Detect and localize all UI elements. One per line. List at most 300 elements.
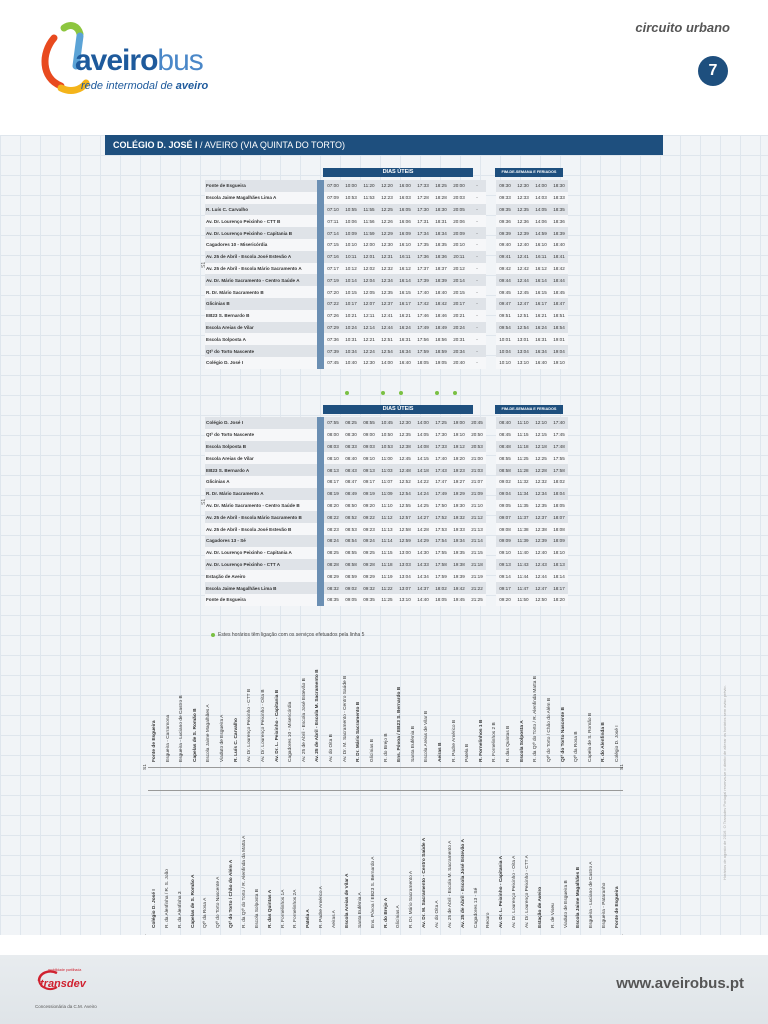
header bbox=[0, 0, 768, 135]
strip-stop: R. da Alenfinha / R. S. João bbox=[164, 869, 170, 928]
strip-stop: Esgueira - Luciano de Castro A bbox=[589, 861, 595, 928]
weekday-time: 16:40 bbox=[396, 357, 414, 369]
stop-name: Av. Dr. Lourenço Peixinho - Capitania A bbox=[205, 547, 317, 559]
weekday-time: 12:20 bbox=[378, 180, 396, 192]
weekend-time: 12:42 bbox=[514, 263, 532, 275]
weekday-time: 08:25 bbox=[342, 417, 360, 429]
weekday-time: 08:22 bbox=[324, 511, 342, 523]
weekday-time: - bbox=[468, 251, 486, 263]
weekday-time: 14:00 bbox=[378, 357, 396, 369]
column-gap bbox=[486, 251, 496, 263]
weekday-time: 21:15 bbox=[468, 547, 486, 559]
weekend-time: 18:47 bbox=[550, 298, 568, 310]
table-row bbox=[205, 310, 568, 322]
weekday-time: - bbox=[468, 286, 486, 298]
stop-name: Av. Dr. Mário Sacramento - Centro Saúde A bbox=[205, 274, 317, 286]
weekday-time: 19:35 bbox=[450, 547, 468, 559]
table-row bbox=[205, 535, 568, 547]
strip-stop: R. Fornelinhos 1 B bbox=[478, 719, 484, 762]
weekday-time: 17:35 bbox=[414, 239, 432, 251]
weekday-time: - bbox=[468, 227, 486, 239]
weekend-time: 12:47 bbox=[532, 582, 550, 594]
weekend-time: 12:15 bbox=[532, 429, 550, 441]
weekend-time: 09:09 bbox=[496, 535, 514, 547]
table-row bbox=[205, 180, 568, 192]
row-separator bbox=[317, 559, 324, 571]
weekend-time: 09:08 bbox=[496, 523, 514, 535]
weekday-time: 09:10 bbox=[360, 452, 378, 464]
weekday-time: - bbox=[468, 263, 486, 275]
weekday-time: 09:29 bbox=[360, 570, 378, 582]
weekend-time: 16:15 bbox=[532, 286, 550, 298]
strip-stop: Viaduto de Esgueira A bbox=[220, 714, 226, 762]
row-separator bbox=[317, 582, 324, 594]
table-row bbox=[205, 452, 568, 464]
table-row bbox=[205, 204, 568, 216]
weekday-time: 12:57 bbox=[396, 511, 414, 523]
weekday-time: 11:00 bbox=[378, 452, 396, 464]
column-gap bbox=[486, 227, 496, 239]
line-number-badge: 7 bbox=[698, 56, 728, 86]
weekend-time: 12:32 bbox=[532, 476, 550, 488]
weekday-time: 08:24 bbox=[324, 535, 342, 547]
row-separator bbox=[317, 429, 324, 441]
weekday-time: 08:00 bbox=[324, 429, 342, 441]
weekend-time: 09:44 bbox=[496, 274, 514, 286]
weekday-time: 07:19 bbox=[324, 274, 342, 286]
weekend-time: 18:30 bbox=[550, 180, 568, 192]
weekday-time: 10:53 bbox=[378, 441, 396, 453]
weekday-time: 08:49 bbox=[342, 488, 360, 500]
row-separator bbox=[317, 310, 324, 322]
strip-stop: Escola Jaime Magalhães B bbox=[576, 866, 582, 928]
weekend-time: 08:40 bbox=[496, 417, 514, 429]
weekend-time: 18:04 bbox=[550, 488, 568, 500]
weekday-time: 12:02 bbox=[360, 263, 378, 275]
table-row bbox=[205, 417, 568, 429]
table-row bbox=[205, 559, 568, 571]
stop-name: Cagadores 10 - Misericórdia bbox=[205, 239, 317, 251]
strip-line-top bbox=[148, 767, 623, 768]
weekday-time: 16:14 bbox=[396, 274, 414, 286]
weekday-time: 07:20 bbox=[324, 286, 342, 298]
weekend-time: 14:03 bbox=[532, 192, 550, 204]
weekend-time: 12:30 bbox=[514, 180, 532, 192]
strip-stop: R. do Brejo A bbox=[383, 897, 389, 928]
weekend-time: 09:33 bbox=[496, 192, 514, 204]
table-row bbox=[205, 263, 568, 275]
row-separator bbox=[317, 523, 324, 535]
weekday-time: 16:05 bbox=[396, 204, 414, 216]
strip-stop: R. Padre Américo B bbox=[451, 719, 457, 762]
weekday-time: 16:10 bbox=[396, 239, 414, 251]
strip-stop: R. de Viseu bbox=[550, 903, 556, 928]
row-separator bbox=[317, 345, 324, 357]
weekend-time: 11:18 bbox=[514, 441, 532, 453]
weekend-time: 18:45 bbox=[550, 286, 568, 298]
weekend-time: 11:37 bbox=[514, 511, 532, 523]
strip-stop: R. da Qtª do Torto / R. Alenfinda Matta B bbox=[533, 676, 539, 762]
weekday-time: 10:17 bbox=[342, 298, 360, 310]
weekday-time: 11:53 bbox=[360, 192, 378, 204]
weekend-time: 12:41 bbox=[514, 251, 532, 263]
weekend-time: 09:45 bbox=[496, 286, 514, 298]
green-dot-icon bbox=[453, 391, 457, 395]
weekday-time: 12:55 bbox=[396, 500, 414, 512]
weekday-time: 20:31 bbox=[450, 333, 468, 345]
row-separator bbox=[317, 274, 324, 286]
weekday-time: 14:00 bbox=[414, 417, 432, 429]
weekend-time: 18:05 bbox=[550, 500, 568, 512]
weekday-time: 14:24 bbox=[414, 488, 432, 500]
row-separator bbox=[317, 547, 324, 559]
weekday-time: 09:25 bbox=[360, 547, 378, 559]
weekday-time: 12:14 bbox=[360, 322, 378, 334]
weekend-time: 09:40 bbox=[496, 239, 514, 251]
table-row bbox=[205, 582, 568, 594]
weekday-time: 20:12 bbox=[450, 263, 468, 275]
weekend-time: 12:47 bbox=[514, 298, 532, 310]
weekday-time: 11:55 bbox=[360, 204, 378, 216]
weekend-time: 18:54 bbox=[550, 322, 568, 334]
table-row bbox=[205, 357, 568, 369]
weekday-time: - bbox=[468, 298, 486, 310]
weekend-time: 12:44 bbox=[514, 274, 532, 286]
weekday-time: 08:47 bbox=[342, 476, 360, 488]
stop-name: Qtª do Torto Nascente bbox=[205, 429, 317, 441]
weekday-time: 18:05 bbox=[414, 357, 432, 369]
weekday-time: 17:40 bbox=[432, 452, 450, 464]
weekday-time: 18:35 bbox=[432, 239, 450, 251]
weekend-time: 10:04 bbox=[496, 345, 514, 357]
stop-name: Qtª do Torto Nascente bbox=[205, 345, 317, 357]
table-row bbox=[205, 251, 568, 263]
legal-note: Horários de agosto de 2016. O Transdev Portugal reserva-se o direito de alterar os horários sem aviso prévio. bbox=[722, 685, 727, 880]
stop-name: R. Dr. Mário Sacramento A bbox=[205, 488, 317, 500]
weekday-time: 20:17 bbox=[450, 298, 468, 310]
strip-stop: Escola Areias de Vilar A bbox=[344, 873, 350, 928]
weekday-time: 07:26 bbox=[324, 310, 342, 322]
weekday-time: - bbox=[468, 357, 486, 369]
weekday-time: 12:24 bbox=[360, 345, 378, 357]
stop-name: Fonte de Esgueira bbox=[205, 180, 317, 192]
weekend-time: 14:00 bbox=[532, 180, 550, 192]
table-row bbox=[205, 488, 568, 500]
weekday-time: 08:20 bbox=[324, 500, 342, 512]
weekday-time: 12:41 bbox=[378, 310, 396, 322]
weekday-time: 16:09 bbox=[396, 227, 414, 239]
weekend-time: 11:39 bbox=[514, 535, 532, 547]
weekday-time: 19:23 bbox=[450, 464, 468, 476]
row-separator bbox=[317, 333, 324, 345]
green-dot-icon bbox=[399, 391, 403, 395]
weekday-time: 08:25 bbox=[324, 547, 342, 559]
strip-stop: Escola Solposta B bbox=[254, 889, 260, 928]
weekend-time: 18:35 bbox=[550, 204, 568, 216]
strip-stop: Ens. Póvoa / EB23 S. Bernardo A bbox=[370, 856, 376, 928]
weekday-time: 11:59 bbox=[360, 227, 378, 239]
strip-stop: Santa Eufémia B bbox=[410, 726, 416, 762]
weekday-time: 08:52 bbox=[342, 511, 360, 523]
weekday-time: 08:32 bbox=[324, 582, 342, 594]
weekend-time: 09:54 bbox=[496, 322, 514, 334]
column-gap bbox=[486, 570, 496, 582]
column-gap bbox=[486, 511, 496, 523]
weekend-time: 09:07 bbox=[496, 511, 514, 523]
weekday-time: 10:00 bbox=[342, 180, 360, 192]
weekday-time: 17:33 bbox=[414, 180, 432, 192]
weekday-time: 08:30 bbox=[342, 429, 360, 441]
weekday-time: 12:05 bbox=[360, 286, 378, 298]
weekend-time: 09:41 bbox=[496, 251, 514, 263]
weekday-time: 12:11 bbox=[360, 310, 378, 322]
weekday-time: 11:20 bbox=[360, 180, 378, 192]
strip-stop: R. do Alenfinda B bbox=[601, 722, 607, 762]
weekday-time: 16:17 bbox=[396, 298, 414, 310]
website-link[interactable]: www.aveirobus.pt bbox=[616, 975, 744, 992]
weekend-time: 18:14 bbox=[550, 570, 568, 582]
section-label: S1 bbox=[201, 261, 207, 268]
weekday-time: 17:36 bbox=[414, 251, 432, 263]
row-separator bbox=[317, 286, 324, 298]
weekday-time: 14:34 bbox=[414, 570, 432, 582]
stop-name: Glicínias A bbox=[205, 476, 317, 488]
weekend-time: 13:01 bbox=[514, 333, 532, 345]
weekday-time: 10:10 bbox=[342, 239, 360, 251]
row-separator bbox=[317, 464, 324, 476]
stop-name: Fonte de Esgueira bbox=[205, 594, 317, 606]
weekday-time: 09:28 bbox=[360, 559, 378, 571]
weekday-time: 16:12 bbox=[396, 263, 414, 275]
weekday-time: 10:14 bbox=[342, 274, 360, 286]
weekend-time: 19:04 bbox=[550, 345, 568, 357]
weekday-time: 10:21 bbox=[342, 310, 360, 322]
weekday-time: 12:52 bbox=[396, 476, 414, 488]
strip-stop: Av. Dr. Lourenço Peixinho - CTT B bbox=[247, 688, 253, 762]
weekend-time: 14:59 bbox=[532, 227, 550, 239]
stop-name: Glicínias B bbox=[205, 298, 317, 310]
weekday-time: 17:30 bbox=[414, 204, 432, 216]
weekday-time: 17:28 bbox=[414, 192, 432, 204]
strip-stop: R. da Alenfinha 3 bbox=[177, 891, 183, 928]
weekday-time: 12:01 bbox=[360, 251, 378, 263]
weekday-time: 17:49 bbox=[414, 322, 432, 334]
weekday-time: 17:53 bbox=[432, 523, 450, 535]
weekday-time: 18:49 bbox=[432, 322, 450, 334]
weekday-time: 19:39 bbox=[450, 570, 468, 582]
weekday-time: 08:10 bbox=[324, 452, 342, 464]
weekend-time: 14:05 bbox=[532, 204, 550, 216]
column-gap bbox=[486, 559, 496, 571]
weekday-time: 12:59 bbox=[396, 535, 414, 547]
row-separator bbox=[317, 192, 324, 204]
weekday-time: 19:27 bbox=[450, 476, 468, 488]
weekday-time: 20:21 bbox=[450, 310, 468, 322]
weekday-time: 07:36 bbox=[324, 333, 342, 345]
strip-stop: Fonte de Esgueira bbox=[615, 886, 620, 928]
weekend-time: 09:36 bbox=[496, 215, 514, 227]
weekday-time: 07:00 bbox=[324, 180, 342, 192]
table-row bbox=[205, 523, 568, 535]
weekday-time: 07:39 bbox=[324, 345, 342, 357]
weekday-time: 14:15 bbox=[414, 452, 432, 464]
weekend-time: 09:17 bbox=[496, 582, 514, 594]
weekday-time: 19:34 bbox=[450, 535, 468, 547]
column-gap bbox=[486, 310, 496, 322]
strip-stop: Qtª da Rosa A bbox=[203, 897, 209, 928]
row-separator bbox=[317, 441, 324, 453]
weekday-time: 10:50 bbox=[378, 429, 396, 441]
weekday-time: 21:22 bbox=[468, 582, 486, 594]
weekday-time: 20:00 bbox=[450, 180, 468, 192]
weekend-time: 12:35 bbox=[532, 500, 550, 512]
weekend-time: 09:14 bbox=[496, 570, 514, 582]
weekday-time: 17:52 bbox=[432, 511, 450, 523]
weekday-time: 18:37 bbox=[432, 263, 450, 275]
weekend-time: 18:33 bbox=[550, 192, 568, 204]
weekday-time: 13:07 bbox=[396, 582, 414, 594]
strip-stop: Qtª do Torto / Chão do Além B bbox=[546, 697, 552, 762]
weekend-time: 18:44 bbox=[550, 274, 568, 286]
weekday-time: 14:29 bbox=[414, 535, 432, 547]
weekday-time: 12:31 bbox=[378, 251, 396, 263]
column-gap bbox=[486, 333, 496, 345]
weekend-time: 18:09 bbox=[550, 535, 568, 547]
weekend-time: 16:10 bbox=[532, 239, 550, 251]
weekend-time: 18:10 bbox=[550, 547, 568, 559]
weekday-time: 12:29 bbox=[378, 227, 396, 239]
weekend-time: 18:17 bbox=[550, 582, 568, 594]
weekday-time: 17:34 bbox=[414, 227, 432, 239]
column-gap bbox=[486, 417, 496, 429]
weekday-time: 20:14 bbox=[450, 274, 468, 286]
weekend-time: 08:55 bbox=[496, 452, 514, 464]
weekday-time: 20:03 bbox=[450, 192, 468, 204]
weekend-time: 13:04 bbox=[514, 345, 532, 357]
weekday-time: 08:50 bbox=[342, 500, 360, 512]
strip-stop: Aeiras B bbox=[437, 742, 443, 762]
weekday-time: 20:53 bbox=[468, 441, 486, 453]
row-separator bbox=[317, 263, 324, 275]
weekday-time: 19:20 bbox=[450, 452, 468, 464]
weekday-time: 20:11 bbox=[450, 251, 468, 263]
strip-stop: Glicínias A bbox=[396, 905, 402, 928]
weekend-time: 18:13 bbox=[550, 559, 568, 571]
green-dot-icon bbox=[211, 633, 215, 637]
table-row bbox=[205, 298, 568, 310]
brand-name: aveirobus bbox=[75, 44, 203, 77]
weekday-time: 17:37 bbox=[414, 263, 432, 275]
weekend-time: 12:28 bbox=[532, 464, 550, 476]
weekend-time: 09:05 bbox=[496, 500, 514, 512]
weekday-time: 19:00 bbox=[450, 417, 468, 429]
column-gap bbox=[486, 452, 496, 464]
green-dot-icon bbox=[435, 391, 439, 395]
weekday-time: 09:05 bbox=[342, 594, 360, 606]
weekend-time: 11:50 bbox=[514, 594, 532, 606]
weekday-time: 13:03 bbox=[396, 559, 414, 571]
weekday-time: 14:25 bbox=[414, 500, 432, 512]
weekday-time: 18:02 bbox=[432, 582, 450, 594]
weekday-time: 19:33 bbox=[450, 523, 468, 535]
weekend-time: 16:40 bbox=[532, 357, 550, 369]
weekday-time: 14:08 bbox=[414, 441, 432, 453]
green-dot-icon bbox=[345, 391, 349, 395]
column-gap bbox=[486, 594, 496, 606]
weekday-time: 21:13 bbox=[468, 523, 486, 535]
weekday-time: 18:42 bbox=[432, 298, 450, 310]
stop-name: Cagadores 13 - Sé bbox=[205, 535, 317, 547]
weekday-time: 07:14 bbox=[324, 227, 342, 239]
strip-stop: Capelas de S. Romão A bbox=[190, 874, 196, 928]
stop-name: Escola Areias de Vilar bbox=[205, 452, 317, 464]
weekday-time: 18:36 bbox=[432, 251, 450, 263]
weekday-time: 07:10 bbox=[324, 204, 342, 216]
strip-stop: R. Padre Américo A bbox=[319, 886, 325, 928]
column-gap bbox=[486, 204, 496, 216]
row-separator bbox=[317, 594, 324, 606]
weekday-time: 19:32 bbox=[450, 511, 468, 523]
column-gap bbox=[486, 500, 496, 512]
weekday-time: 20:05 bbox=[450, 204, 468, 216]
weekday-time: 07:17 bbox=[324, 263, 342, 275]
weekday-time: 16:31 bbox=[396, 333, 414, 345]
weekend-time: 16:21 bbox=[532, 310, 550, 322]
weekend-time: 08:58 bbox=[496, 464, 514, 476]
weekday-time: 08:17 bbox=[324, 476, 342, 488]
weekday-time: - bbox=[468, 310, 486, 322]
weekend-time: 19:01 bbox=[550, 333, 568, 345]
column-gap bbox=[486, 582, 496, 594]
weekend-time: 10:01 bbox=[496, 333, 514, 345]
table-row bbox=[205, 429, 568, 441]
weekend-time: 11:44 bbox=[514, 570, 532, 582]
weekend-time: 12:39 bbox=[514, 227, 532, 239]
weekend-time: 09:13 bbox=[496, 559, 514, 571]
weekday-time: 14:18 bbox=[414, 464, 432, 476]
table-row bbox=[205, 511, 568, 523]
row-separator bbox=[317, 500, 324, 512]
brand-tagline: rede intermodal de aveiro bbox=[81, 80, 209, 92]
weekday-time: - bbox=[468, 345, 486, 357]
circuit-label: circuito urbano bbox=[635, 20, 730, 35]
row-separator bbox=[317, 488, 324, 500]
row-separator bbox=[317, 298, 324, 310]
row-separator bbox=[317, 570, 324, 582]
weekend-time: 17:40 bbox=[550, 417, 568, 429]
weekday-time: 19:05 bbox=[432, 357, 450, 369]
weekday-time: 08:35 bbox=[324, 594, 342, 606]
weekday-time: 11:25 bbox=[378, 594, 396, 606]
weekday-time: 08:13 bbox=[324, 464, 342, 476]
weekday-time: 17:46 bbox=[414, 310, 432, 322]
weekday-time: 11:19 bbox=[378, 570, 396, 582]
weekday-time: 18:05 bbox=[432, 594, 450, 606]
weekday-time: 18:56 bbox=[432, 333, 450, 345]
weekday-time: 20:15 bbox=[450, 286, 468, 298]
weekday-time: 10:31 bbox=[342, 333, 360, 345]
strip-stop: R. Fornelinhos 2A bbox=[293, 889, 299, 928]
weekday-time: 10:12 bbox=[342, 263, 360, 275]
weekday-time: 16:21 bbox=[396, 310, 414, 322]
stop-name: Av. 25 de Abril - Escola Mário Sacramento A bbox=[205, 263, 317, 275]
strip-stop: Patela A bbox=[306, 909, 312, 928]
weekday-time: 08:33 bbox=[342, 441, 360, 453]
weekday-time: - bbox=[468, 215, 486, 227]
weekday-time: 17:25 bbox=[432, 417, 450, 429]
weekday-time: 18:30 bbox=[432, 204, 450, 216]
weekend-time: 12:36 bbox=[514, 215, 532, 227]
